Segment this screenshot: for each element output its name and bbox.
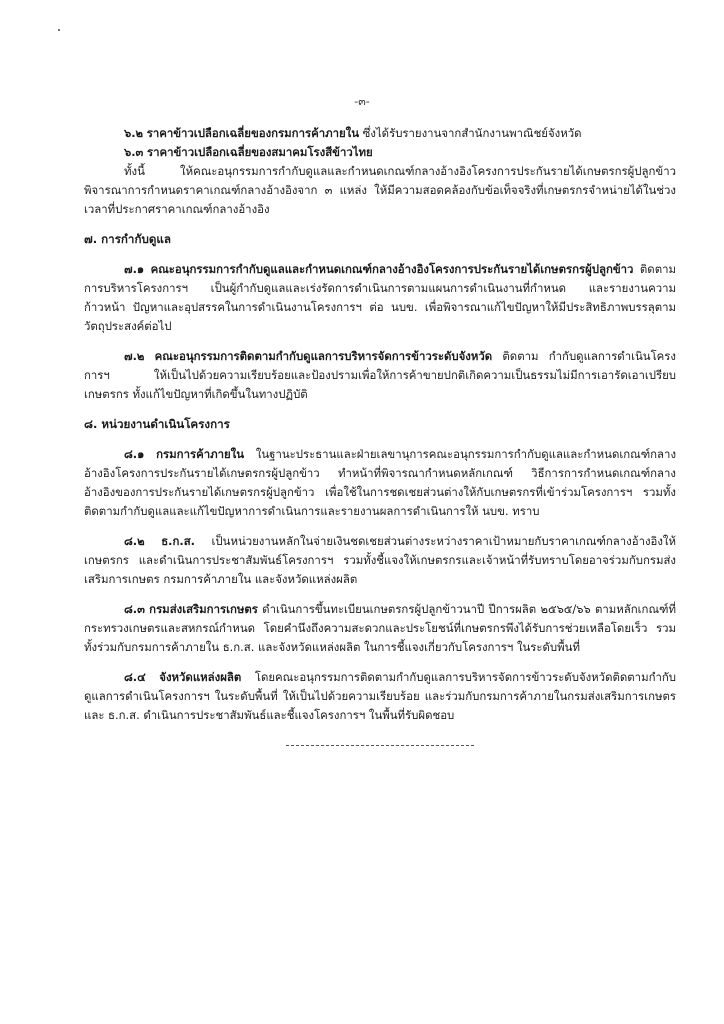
item-8-3-number: ๘.๓ bbox=[124, 602, 145, 616]
spacer bbox=[84, 219, 676, 230]
item-7-1-text: ติดตามการบริหารโครงการฯ เป็นผู้กำกับดูแลและเร่งรัดการดำเนินการตามแผนการดำเนินงานที่กำหนด และรายงานความก้าวหน้า ปัญหาและอุปสรรคในการดำเนินงานโครงการฯ ต่อ นบข. เพื่อพิจารณาแก้ไขปัญหาให้มีประสิทธิภาพบรรลุตามวัตถุประสงค์ต่อไป bbox=[84, 262, 677, 333]
spacer bbox=[84, 249, 676, 260]
item-7-1-number: ๗.๑ bbox=[124, 262, 145, 276]
spacer bbox=[84, 521, 676, 532]
item-6-3-number: ๖.๓ bbox=[124, 145, 144, 159]
spacer bbox=[84, 404, 676, 415]
scan-speck bbox=[58, 29, 60, 31]
item-6-3-title: ราคาข้าวเปลือกเฉลี่ยของสมาคมโรงสีข้าวไทย bbox=[146, 145, 373, 159]
section-6-summary: ทั้งนี้ ให้คณะอนุกรรมการกำกับดูแลและกำหนดเกณฑ์กลางอ้างอิงโครงการประกันรายได้เกษตรกรผู้ปลูกข้าวพิจารณาการกำหนดราคาเกณฑ์กลางอ้างอิงจาก ๓ แหล่ง ให้มีความสอดคล้องกับข้อเท็จจริงที่เกษตรกรจำหน่ายได้ในช่วงเวลาที่ประกาศราคาเกณฑ์กลางอ้างอิง bbox=[84, 164, 676, 216]
item-6-2-text: ซึ่งได้รับรายงานจากสำนักงานพาณิชย์จังหวัด bbox=[359, 126, 582, 140]
item-8-2-number: ๘.๒ bbox=[124, 534, 145, 548]
item-6-2-number: ๖.๒ bbox=[124, 126, 144, 140]
item-8-1 bbox=[84, 445, 676, 521]
section-8-heading: ๘. หน่วยงานดำเนินโครงการ bbox=[84, 417, 230, 431]
item-7-2-number: ๗.๒ bbox=[124, 349, 145, 363]
item-8-1-text: ในฐานะประธานและฝ่ายเลขานุการคณะอนุกรรมการกำกับดูแลและกำหนดเกณฑ์กลางอ้างอิงโครงการประกันรายได้เกษตรกรผู้ปลูกข้าว ทำหน้าที่พิจารณากำหนดหลักเกณฑ์ วิธีการการกำหนดเกณฑ์กลางอ้างอิงของการประกันรายได้เกษตรกรผู้ปลูกข้าว เพื่อใช้ในการชดเชยส่วนต่างให้กับเกษตรกรที่เข้าร่วมโครงการฯ รวมทั้งติดตามกำกับดูแลและแก้ไขปัญหาการดำเนินการและรายงานผลการดำเนินการให้ นบข. ทราบ bbox=[84, 447, 677, 518]
item-6-2-title: ราคาข้าวเปลือกเฉลี่ยของกรมการค้าภายใน bbox=[146, 126, 360, 140]
item-8-2-text: เป็นหน่วยงานหลักในจ่ายเงินชดเชยส่วนต่างระหว่างราคาเป้าหมายกับราคาเกณฑ์กลางอ้างอิงให้เกษตรกร และดำเนินการประชาสัมพันธ์โครงการฯ รวมทั้งชี้แจงให้เกษตรกรและเจ้าหน้าที่รับทราบโดยอาจร่วมกับกรมส่งเสริมการเกษตร กรมการค้าภายใน และจังหวัดแหล่งผลิต bbox=[84, 534, 677, 586]
item-7-1-title: คณะอนุกรรมการกำกับดูแลและกำหนดเกณฑ์กลางอ้างอิงโครงการประกันรายได้เกษตรกรผู้ปลูกข้าว bbox=[150, 262, 634, 276]
document-body bbox=[84, 124, 676, 746]
item-8-2-title: ธ.ก.ส. bbox=[161, 534, 195, 548]
item-6-3 bbox=[84, 143, 676, 162]
spacer bbox=[84, 589, 676, 600]
item-8-4-text: โดยคณะอนุกรรมการติดตามกำกับดูแลการบริหารจัดการข้าวระดับจังหวัดติดตามกำกับดูแลการดำเนินโครงการฯ ในระดับพื้นที่ ให้เป็นไปด้วยความเรียบร้อย และร่วมกับกรมการค้าภายในกรมส่งเสริมการเกษตร และ ธ.ก.ส. ดำเนินการประชาสัมพันธ์และชี้แจงโครงการฯ ในพื้นที่รับผิดชอบ bbox=[84, 670, 676, 722]
item-8-3 bbox=[84, 600, 676, 657]
item-8-1-title: กรมการค้าภายใน bbox=[156, 447, 245, 461]
item-8-3-title: กรมส่งเสริมการเกษตร bbox=[149, 602, 258, 616]
spacer bbox=[84, 434, 676, 445]
item-7-1 bbox=[84, 260, 676, 336]
item-8-4-number: ๘.๔ bbox=[124, 670, 146, 684]
item-8-4 bbox=[84, 668, 676, 725]
item-6-2 bbox=[84, 124, 676, 143]
section-7-heading: ๗. การกำกับดูแล bbox=[84, 232, 171, 246]
page-number: -๓- bbox=[354, 95, 370, 108]
item-8-1-number: ๘.๑ bbox=[124, 447, 145, 461]
item-8-4-title: จังหวัดแหล่งผลิต bbox=[159, 670, 242, 684]
spacer bbox=[84, 657, 676, 668]
item-7-2 bbox=[84, 347, 676, 404]
end-dashed-divider bbox=[286, 745, 474, 746]
item-7-2-title: คณะอนุกรรมการติดตามกำกับดูแลการบริหารจัดการข้าวระดับจังหวัด bbox=[154, 349, 493, 363]
item-7-2-text: ติดตาม กำกับดูแลการดำเนินโครงการฯ ให้เป็นไปด้วยความเรียบร้อยและป้องปรามเพื่อให้การค้าขายปกติเกิดความเป็นธรรมไม่มีการเอารัดเอาเปรียบเกษตรกร ทั้งแก้ไขปัญหาที่เกิดขึ้นในทางปฏิบัติ bbox=[84, 349, 676, 401]
item-8-3-text: ดำเนินการขึ้นทะเบียนเกษตรกรผู้ปลูกข้าวนาปี ปีการผลิต ๒๕๖๕/๖๖ ตามหลักเกณฑ์ที่กระทรวงเกษตรและสหกรณ์กำหนด โดยคำนึงถึงความสะดวกและประโยชน์ที่เกษตรกรพึงได้รับการช่วยเหลือโดยเร็ว รวมทั้งร่วมกับกรมการค้าภายใน ธ.ก.ส. และจังหวัดแหล่งผลิต ในการชี้แจงเกี่ยวกับโครงการฯ ในระดับพื้นที่ bbox=[84, 602, 676, 654]
spacer bbox=[84, 336, 676, 347]
item-8-2 bbox=[84, 532, 676, 589]
